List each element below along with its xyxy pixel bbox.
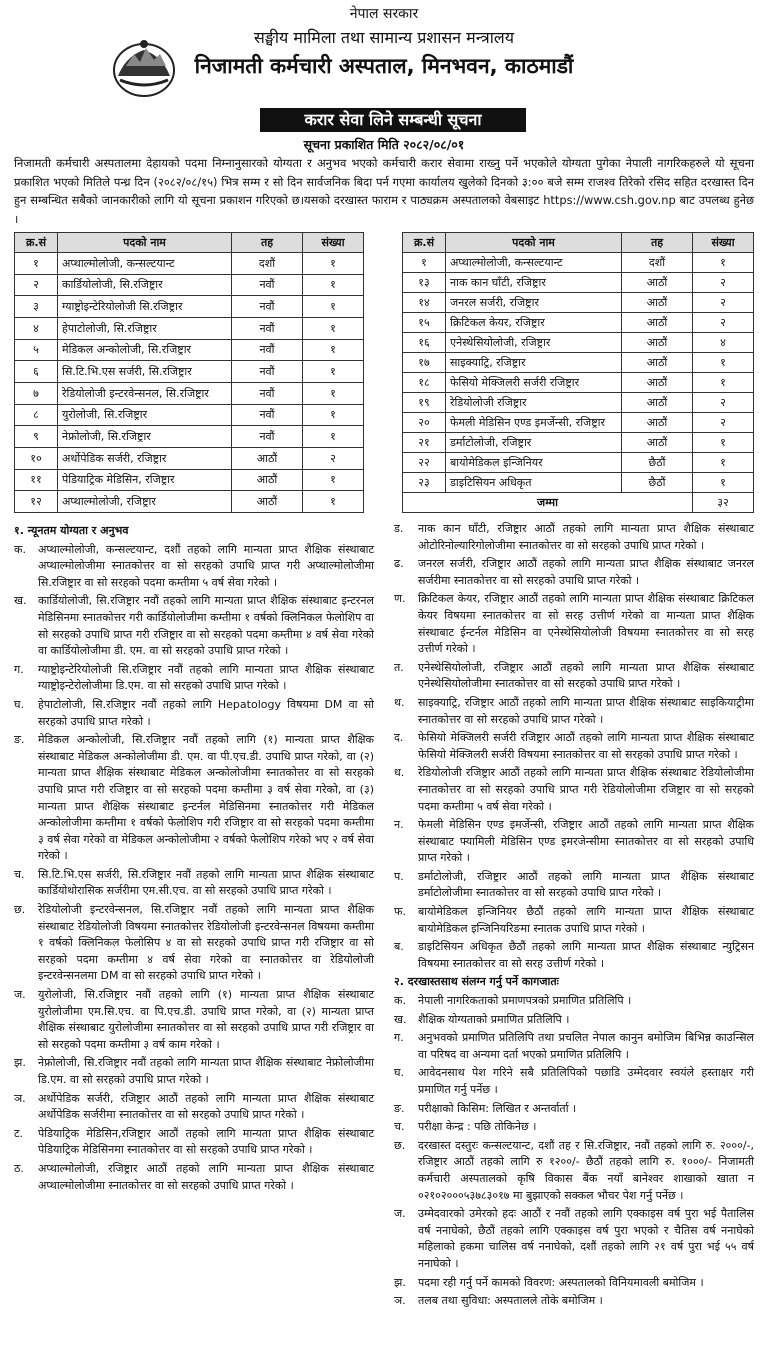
cell-sn: १७: [403, 353, 446, 373]
cell-level: आठौं: [622, 313, 693, 333]
table-row: [15, 274, 364, 296]
cell-sn: ६: [15, 361, 58, 383]
item-text: रेडियोलोजी रजिष्ट्रार आठौं तहको लागि मान्यता प्राप्त शैक्षिक संस्थाबाट रेडियोलोजीमा स्नातकोत्तर वा सो सरहको उपाधि प्राप्त गरी रेडियोलोजीमा रजिष्ट्रार वा सो सरहको पदमा कम्तीमा ५ वर्ष सेवा गरेको ।: [418, 766, 754, 813]
total-row: [403, 493, 754, 513]
cell-level: नवौं: [232, 382, 303, 404]
cell-level: आठौं: [622, 413, 693, 433]
cell-level: आठौं: [622, 393, 693, 413]
item-label: ग.: [14, 662, 24, 676]
notice-title: करार सेवा लिने सम्बन्धी सूचना: [260, 108, 526, 132]
cell-level: आठौं: [232, 447, 303, 469]
list-item: [394, 993, 754, 1010]
cell-sn: १२: [15, 491, 58, 513]
cell-post: रेडियोलोजी रजिष्ट्रार: [446, 393, 622, 413]
cell-sn: १४: [403, 293, 446, 313]
publication-date: सूचना प्रकाशित मिति २०८२/०८/०१: [303, 137, 465, 152]
section1-heading: १. न्यूनतम योग्यता र अनुभव: [14, 524, 129, 537]
item-label: ञ.: [14, 1091, 26, 1105]
cell-count: १: [693, 253, 754, 273]
cell-post: पेडियाट्रिक मेडिसिन, रजिष्ट्रार: [58, 469, 232, 491]
cell-level: दशौं: [232, 253, 303, 275]
cell-sn: २३: [403, 473, 446, 493]
cell-level: नवौं: [232, 317, 303, 339]
list-item: [394, 660, 754, 693]
cell-level: छैठौं: [622, 473, 693, 493]
cell-level: नवौं: [232, 361, 303, 383]
vacancy-table-right: [402, 232, 754, 513]
cell-post: हेपाटोलोजी, सि.रजिष्ट्रार: [58, 317, 232, 339]
cell-count: १: [693, 433, 754, 453]
list-item: [394, 1012, 754, 1029]
cell-sn: ४: [15, 317, 58, 339]
table-row: [15, 469, 364, 491]
cell-sn: ११: [15, 469, 58, 491]
cell-count: ४: [693, 333, 754, 353]
list-item: [394, 556, 754, 589]
col-count: संख्या: [303, 233, 364, 253]
cell-post: सि.टि.भि.एस सर्जरी, सि.रजिष्ट्रार: [58, 361, 232, 383]
cell-post: डाइटिसियन अधिकृत: [446, 473, 622, 493]
table-row: [15, 253, 364, 275]
item-text: पदमा रही गर्नु पर्ने कामको विवरण: अस्पतालको विनियमावली बमोजिम ।: [418, 1275, 704, 1289]
cell-post: कार्डियोलोजी, सि.रजिष्ट्रार: [58, 274, 232, 296]
cell-post: जनरल सर्जरी, रजिष्ट्रार: [446, 293, 622, 313]
item-label: ञ.: [394, 1294, 406, 1308]
table-row: [403, 253, 754, 273]
cell-sn: २०: [403, 413, 446, 433]
item-label: ङ.: [14, 733, 25, 747]
cell-post: नेफ्रोलोजी, सि.रजिष्ट्रार: [58, 426, 232, 448]
cell-level: नवौं: [232, 339, 303, 361]
list-item: [14, 662, 374, 695]
section2-heading: २. दरखास्तसाथ संलग्न गर्नु पर्ने कागजातः: [394, 975, 559, 989]
cell-post: अप्थाल्मोलोजी, कन्सल्टयान्ट: [58, 253, 232, 275]
item-label: प.: [394, 869, 404, 883]
table-row: [403, 413, 754, 433]
cell-post: अप्थाल्मोलोजी, रजिष्ट्रार: [58, 491, 232, 513]
total-label: जम्मा: [403, 493, 693, 513]
item-label: झ.: [394, 1275, 406, 1289]
cell-post: नाक कान घाँटी, रजिष्ट्रार: [446, 273, 622, 293]
item-text: एनेस्थेसियोलोजी, रजिष्ट्रार आठौं तहको लागि मान्यता प्राप्त शैक्षिक संस्थाबाट एनेस्थेसियोलोजीमा स्नातकोत्तर वा सो सरहको उपाधि प्राप्त गरेको ।: [418, 660, 754, 691]
item-label: घ.: [394, 1066, 404, 1080]
cell-level: नवौं: [232, 426, 303, 448]
cell-sn: १: [403, 253, 446, 273]
cell-sn: ९: [15, 426, 58, 448]
list-item: [394, 904, 754, 937]
cell-sn: ३: [15, 296, 58, 318]
cell-sn: १६: [403, 333, 446, 353]
item-text: आवेदनसाथ पेश गरिने सबै प्रतिलिपिको पछाडि उम्मेदवार स्वयंले हस्ताक्षर गरी प्रमाणित गर्नु पर्नेछ ।: [418, 1066, 754, 1096]
table-row: [403, 433, 754, 453]
cell-sn: ८: [15, 404, 58, 426]
table-row: [15, 361, 364, 383]
list-item: [394, 521, 754, 554]
cell-count: २: [693, 293, 754, 313]
table-row: [403, 473, 754, 493]
cell-count: २: [693, 273, 754, 293]
cell-sn: १९: [403, 393, 446, 413]
item-label: ड.: [394, 522, 404, 535]
table-header-row: [403, 233, 754, 253]
item-label: ध.: [394, 766, 405, 780]
cell-sn: ७: [15, 382, 58, 404]
cell-sn: ५: [15, 339, 58, 361]
list-item: [394, 765, 754, 815]
cell-count: १: [303, 253, 364, 275]
item-text: फेमली मेडिसिन एण्ड इमर्जेन्सी, रजिष्ट्रार आठौं तहको लागि मान्यता प्राप्त शैक्षिक संस्थाबाट फ्यामिली मेडिसिन एण्ड इमरजेन्सीमा स्नातकोत्तर वा सो सरहको उपाधि प्राप्त गरेको ।: [418, 818, 754, 865]
item-text: साइक्याट्रि, रजिष्ट्रार आठौं तहको लागि मान्यता प्राप्त शैक्षिक संस्थाबाट साइकियाट्रीमा स्नातकोत्तर वा सो सरहको उपाधि प्राप्त गरेको ।: [418, 695, 754, 726]
cell-sn: १०: [15, 447, 58, 469]
notice-header: [14, 0, 754, 152]
cell-count: १: [693, 373, 754, 393]
item-label: ब.: [394, 940, 404, 954]
cell-level: आठौं: [232, 469, 303, 491]
table-row: [403, 293, 754, 313]
table-row: [15, 296, 364, 318]
item-label: न.: [394, 818, 404, 832]
cell-count: १: [303, 491, 364, 513]
cell-count: २: [303, 447, 364, 469]
cell-sn: २२: [403, 453, 446, 473]
cell-level: आठौं: [622, 433, 693, 453]
item-text: अप्थाल्मोलोजी, कन्सल्टयान्ट, दशौं तहको लागि मान्यता प्राप्त शैक्षिक संस्थाबाट अप्थाल्मोलोजीमा स्नातकोत्तर वा सो सरहको उपाधि प्राप्त गरी अप्थाल्मोलोजीमा सि.रजिष्ट्रार वा सो सरहको पदमा कम्तीमा ५ वर्ष सेवा गरेको ।: [38, 542, 374, 589]
cell-sn: २१: [403, 433, 446, 453]
vacancy-tables: [14, 232, 754, 513]
hospital-name: निजामती कर्मचारी अस्पताल, मिनभवन, काठमाडौं: [194, 54, 574, 78]
cell-level: आठौं: [232, 491, 303, 513]
cell-count: १: [303, 382, 364, 404]
cell-count: २: [693, 313, 754, 333]
list-item: [394, 1101, 754, 1118]
item-label: ख.: [394, 1012, 407, 1026]
cell-post: रेडियोलोजी इन्टरवेन्सनल, सि.रजिष्ट्रार: [58, 382, 232, 404]
item-text: अर्थोपेडिक सर्जरी, रजिष्ट्रार आठौं तहको लागि मान्यता प्राप्त शैक्षिक संस्थाबाट अर्थोपेडिक सर्जरीमा स्नातकोत्तर वा सो सरहको उपाधि प्राप्त गरेको ।: [38, 1091, 374, 1122]
col-level: तह: [622, 233, 693, 253]
item-label: घ.: [14, 697, 24, 711]
cell-count: २: [693, 393, 754, 413]
item-label: द.: [394, 731, 404, 745]
table-body-right: [403, 253, 754, 493]
item-label: छ.: [14, 903, 26, 917]
list-item: [394, 1275, 754, 1292]
right-column: [394, 521, 754, 1312]
item-label: ख.: [14, 594, 27, 608]
list-item: [394, 730, 754, 763]
cell-post: साइक्याट्रि, रजिष्ट्रार: [446, 353, 622, 373]
cell-count: १: [693, 453, 754, 473]
cell-count: १: [303, 339, 364, 361]
item-label: ट.: [14, 1126, 24, 1140]
item-text: रेडियोलोजी इन्टरवेन्सनल, सि.रजिष्ट्रार नवौं तहको लागि मान्यता प्राप्त शैक्षिक संस्थाबाट रेडियोलोजी विषयमा स्नातकोत्तर रेडियोलोजी इन्टरवेन्सनल विषयमा कम्तीमा १ वर्षको क्लिनिकल फेलोसिप ४ वा सो सरहको उपाधि प्राप्त गरी रजिष्ट्रार वा सो सरहको पदमा कम्तीमा ४ वर्ष सेवा गरेको वा स्नातकोत्तर वा रेडियोलोजी इन्टरवेन्सनलमा DM वा सो सरहको उपाधि प्राप्त गरेको ।: [38, 903, 374, 983]
item-text: मेडिकल अन्कोलोजी, सि.रजिष्ट्रार नवौं तहको लागि (१) मान्यता प्राप्त शैक्षिक संस्थाबाट मेडिकल अन्कोलोजीमा डी. एम. वा पी.एच.डी. उपाधि प्राप्त गरेको, वा (२) मान्यता प्राप्त शैक्षिक संस्थाबाट मेडिकल अन्कोलोजीमा स्नातकोत्तर वा सो सरहको उपाधि प्राप्त गरी रजिष्ट्रार वा सो सरहको पदमा कम्तीमा ३ वर्ष सेवा गरेको, वा (३) मान्यता प्राप्त शैक्षिक संस्थाबाट इन्टर्नल मेडिसिनमा स्नातकोत्तर गरी मेडिकल अन्कोलोजीमा कम्तीमा १ वर्षको फेलोशिप गरी रजिष्ट्रार वा सो सरहको पदमा कम्तीमा ३ वर्ष सेवा गरेको वा मेडिकल अन्कोलोजीमा २ वर्षको फेलोशिप गरेको भए २ वर्ष सेवा गरेको ।: [38, 733, 374, 863]
item-label: च.: [14, 867, 25, 881]
list-item: [14, 1055, 374, 1088]
list-item: [394, 817, 754, 867]
cell-level: दशौं: [622, 253, 693, 273]
vacancy-table-left: [14, 232, 364, 513]
item-text: क्रिटिकल केयर, रजिष्ट्रार आठौं तहको लागि मान्यता प्राप्त शैक्षिक संस्थाबाट क्रिटिकल केयर विषयमा स्नातकोत्तर वा सो सरह उत्तीर्ण गरेको वा मान्यता प्राप्त शैक्षिक संस्थाबाट ईन्टर्नल मेडिसिन वा एनेस्थेसियोलोजी विषयमा स्नातकोत्तर वा सो सरह उत्तीर्ण गरेको ।: [418, 592, 754, 656]
table-header-row: [15, 233, 364, 253]
list-item: [394, 1065, 754, 1098]
list-item: [14, 697, 374, 730]
left-column: [14, 521, 374, 1312]
item-text: पेडियाट्रिक मेडिसिन,रजिष्ट्रार आठौं तहको लागि मान्यता प्राप्त शैक्षिक संस्थाबाट पेडियाट्रिक मेडिसिनमा स्नातकोत्तर वा सो सरहको उपाधि प्राप्त गरेको ।: [38, 1126, 374, 1157]
col-level: तह: [232, 233, 303, 253]
list-item: [14, 1091, 374, 1124]
cell-count: २: [693, 413, 754, 433]
item-label: ढ.: [394, 557, 404, 571]
list-item: [394, 1138, 754, 1204]
list-item: [394, 1119, 754, 1136]
list-item: [394, 869, 754, 902]
section1-left-items: [14, 542, 374, 1195]
col-post: पदको नाम: [58, 233, 232, 253]
government-name: नेपाल सरकार: [349, 6, 419, 22]
list-item: [14, 1161, 374, 1194]
item-text: परीक्षाको किसिम: लिखित र अन्तर्वार्ता ।: [418, 1101, 577, 1115]
cell-level: आठौं: [622, 333, 693, 353]
list-item: [14, 1126, 374, 1159]
table-row: [15, 426, 364, 448]
cell-count: १: [303, 404, 364, 426]
col-sn: क्र.सं: [403, 233, 446, 253]
table-row: [403, 393, 754, 413]
cell-post: ग्याष्ट्रोइन्टेरियोलोजी सि.रजिष्ट्रार: [58, 296, 232, 318]
item-text: डर्माटोलोजी, रजिष्ट्रार आठौं तहको लागि मान्यता प्राप्त शैक्षिक संस्थाबाट डर्माटोलोजीमा स्नातकोत्तर वा सो सरहको उपाधि प्राप्त गरेको ।: [418, 869, 754, 900]
item-text: दरखास्त दस्तुरः कन्सल्टयान्ट, दशौं तह र सि.रजिष्ट्रार, नवौं तहको लागि रु. २०००/-, रजिष्ट्रार आठौं तहको लागि रु १२००/- छैठौं तहको लागि रु. १०००/- निजामती कर्मचारी अस्पतालको कृषि विकास बैंक नयाँ बानेश्वर शाखाको खाता न ०२१०२०००५३७८३०१७ मा बुझाएको सक्कल भौचर पेश गर्नु पर्नेछ ।: [418, 1138, 754, 1202]
item-text: युरोलोजी, सि.रजिष्ट्रार नवौं तहको लागि (१) मान्यता प्राप्त शैक्षिक संस्थाबाट युरोलोजीमा एम.सि.एच. वा पि.एच.डी. उपाधि प्राप्त गरेको, वा (२) मान्यता प्राप्त शैक्षिक संस्थाबाट युरोलोजीमा स्नातकोत्तर वा सो सरहको उपाधि प्राप्त गरी रजिष्ट्रार वा सो सरहको पदमा कम्तीमा ३ वर्ष काम गरेको ।: [38, 988, 374, 1051]
list-item: [14, 542, 374, 592]
cell-level: नवौं: [232, 296, 303, 318]
section1-right-items: [394, 521, 754, 972]
item-text: फेसियो मेक्जिलरी सर्जरी रजिष्ट्रार आठौं तहको लागि मान्यता प्राप्त शैक्षिक संस्थाबाट फेसियो मेक्जिलरी सर्जरी विषयमा स्नातकोत्तर वा सो सरहको उपाधि प्राप्त गरेको ।: [418, 731, 754, 761]
table-row: [403, 353, 754, 373]
cell-count: १: [303, 426, 364, 448]
item-label: ण.: [394, 592, 406, 606]
cell-post: डर्माटोलोजी, रजिष्ट्रार: [446, 433, 622, 453]
list-item: [14, 867, 374, 900]
list-item: [394, 939, 754, 972]
cell-count: १: [693, 473, 754, 493]
item-text: ग्याष्ट्रोइन्टेरियोलोजी सि.रजिष्ट्रार नवौं तहको लागि मान्यता प्राप्त शैक्षिक संस्थाबाट ग्याष्ट्रोइन्टेरोलोजीमा डि.एम. वा सो सरहको उपाधि प्राप्त गरेको ।: [38, 662, 374, 693]
cell-sn: १: [15, 253, 58, 275]
details-columns: [14, 521, 754, 1312]
cell-count: १: [303, 274, 364, 296]
cell-sn: १३: [403, 273, 446, 293]
cell-count: १: [303, 361, 364, 383]
col-post: पदको नाम: [446, 233, 622, 253]
table-row: [403, 273, 754, 293]
cell-post: एनेस्थेसियोलोजी, रजिष्ट्रार: [446, 333, 622, 353]
table-row: [15, 317, 364, 339]
cell-level: आठौं: [622, 373, 693, 393]
col-sn: क्र.सं: [15, 233, 58, 253]
cell-post: क्रिटिकल केयर, रजिष्ट्रार: [446, 313, 622, 333]
cell-count: १: [693, 353, 754, 373]
table-row: [403, 453, 754, 473]
item-label: ठ.: [14, 1161, 24, 1175]
list-item: [394, 591, 754, 657]
cell-post: युरोलोजी, सि.रजिष्ट्रार: [58, 404, 232, 426]
item-text: सि.टि.भि.एस सर्जरी, सि.रजिष्ट्रार नवौं तहको लागि मान्यता प्राप्त शैक्षिक संस्थाबाट कार्डियोथोरासिक सर्जरीमा एम.सी.एच. वा सो सरहको उपाधि प्राप्त गरेको ।: [38, 867, 374, 898]
item-text: हेपाटोलोजी, सि.रजिष्ट्रार नवौं तहको लागि Hepatology विषयमा DM वा सो सरहको उपाधि प्राप्त गरेको ।: [38, 697, 374, 728]
item-text: अनुभवको प्रमाणित प्रतिलिपि तथा प्रचलित नेपाल कानुन बमोजिम बिभिन्न काउन्सिल वा परिषद वा अन्यमा दर्ता भएको प्रमाणित प्रतिलिपि ।: [418, 1031, 754, 1061]
table-row: [15, 447, 364, 469]
table-row: [403, 373, 754, 393]
item-label: छ.: [394, 1138, 406, 1152]
item-label: फ.: [394, 905, 406, 919]
cell-level: छैठौं: [622, 453, 693, 473]
ministry-name: सङ्घीय मामिला तथा सामान्य प्रशासन मन्त्रालय: [253, 28, 515, 47]
item-text: बायोमेडिकल इन्जिनियर छैठौं तहको लागि मान्यता प्राप्त शैक्षिक संस्थाबाट बायोमेडिकल इन्जिनियरिङमा स्नातक उपाधि प्राप्त गरेको ।: [418, 905, 754, 935]
item-label: ज.: [14, 988, 26, 1002]
total-value: ३२: [693, 493, 754, 513]
item-text: शैक्षिक योग्यताको प्रमाणित प्रतिलिपि ।: [418, 1012, 570, 1026]
item-text: परीक्षा केन्द्र : पछि तोकिनेछ ।: [418, 1120, 537, 1134]
cell-post: फेसियो मेक्जिलरी सर्जरी रजिष्ट्रार: [446, 373, 622, 393]
cell-count: १: [303, 317, 364, 339]
cell-count: १: [303, 296, 364, 318]
cell-level: आठौं: [622, 353, 693, 373]
cell-level: आठौं: [622, 293, 693, 313]
item-text: जनरल सर्जरी, रजिष्ट्रार आठौं तहको लागि मान्यता प्राप्त शैक्षिक संस्थाबाट जनरल सर्जरीमा स्नातकोत्तर वा सो सरहको उपाधि प्राप्त गरेको ।: [418, 557, 754, 587]
item-label: क.: [14, 542, 26, 556]
cell-sn: १५: [403, 313, 446, 333]
item-text: अप्थाल्मोलोजी, रजिष्ट्रार आठौं तहको लागि मान्यता प्राप्त शैक्षिक संस्थाबाट अप्थाल्मोलोजीमा स्नातकोत्तर वा सो सरहको उपाधि प्राप्त गरेको ।: [38, 1161, 374, 1192]
item-text: तलब तथा सुविधा: अस्पतालले तोके बमोजिम ।: [418, 1294, 603, 1308]
item-label: क.: [394, 994, 406, 1008]
item-label: ग.: [394, 1031, 404, 1045]
list-item: [394, 1293, 754, 1310]
table-row: [403, 333, 754, 353]
list-item: [394, 695, 754, 728]
cell-post: बायोमेडिकल इन्जिनियर: [446, 453, 622, 473]
cell-post: अप्थाल्मोलोजी, कन्सल्टयान्ट: [446, 253, 622, 273]
item-label: च.: [394, 1120, 405, 1134]
cell-post: फेमली मेडिसिन एण्ड इमर्जेन्सी, रजिष्ट्रार: [446, 413, 622, 433]
cell-post: मेडिकल अन्कोलोजी, सि.रजिष्ट्रार: [58, 339, 232, 361]
item-label: थ.: [394, 695, 405, 709]
item-label: ज.: [394, 1207, 406, 1221]
item-text: नाक कान घाँटी, रजिष्ट्रार आठौं तहको लागि मान्यता प्राप्त शैक्षिक संस्थाबाट ओटोरिनोल्यारिगोलोजीमा स्नातकोत्तर वा सो सरहको उपाधि प्राप्त गरेको ।: [418, 522, 754, 552]
table-row: [15, 382, 364, 404]
cell-level: नवौं: [232, 404, 303, 426]
item-text: डाइटिसियन अधिकृत छैठौं तहको लागि मान्यता प्राप्त शैक्षिक संस्थाबाट न्युट्रिसन विषयमा स्नातकोत्तर वा सो सरह उत्तीर्ण गरेको ।: [418, 940, 754, 970]
list-item: [394, 1030, 754, 1063]
cell-post: अर्थोपेडिक सर्जरी, रजिष्ट्रार: [58, 447, 232, 469]
list-item: [14, 902, 374, 985]
table-body-left: [15, 253, 364, 513]
cell-level: नवौं: [232, 274, 303, 296]
intro-paragraph: निजामती कर्मचारी अस्पतालमा देहायको पदमा निम्नानुसारको योग्यता र अनुभव भएको कर्मचारी करार सेवामा राख्नु पर्ने भएकोले योग्यता पुगेका नेपाली नागरिकहरुले यो सूचना प्रकाशित भएको मितिले पन्ध्र दिन (२०८२/०८/१५) भित्र सम्म र सो दिन सार्वजनिक बिदा पर्न गएमा कार्यालय खुलेको दिनको ३:०० बजे सम्म राजश्व तिरेको रसिद सहित दरखास्त दिन हुन सम्बन्धित सबैको जानकारीको लागि यो सूचना प्रकाशन गरिएको छ।यसको दरखास्त फाराम र पाठ्यक्रम अस्पतालको वेबसाइट https://www.csh.gov.np बाट उपलब्ध हुनेछ ।: [14, 156, 754, 226]
item-label: झ.: [14, 1056, 26, 1070]
list-item: [14, 987, 374, 1053]
cell-level: आठौं: [622, 273, 693, 293]
table-row: [15, 491, 364, 513]
item-text: नेपाली नागरिकताको प्रमाणपत्रको प्रमाणित प्रतिलिपि ।: [418, 994, 632, 1008]
cell-count: १: [303, 469, 364, 491]
cell-sn: १८: [403, 373, 446, 393]
cell-sn: २: [15, 274, 58, 296]
section2-items: [394, 993, 754, 1310]
table-row: [15, 339, 364, 361]
list-item: [394, 1206, 754, 1272]
item-label: ङ.: [394, 1101, 405, 1115]
col-count: संख्या: [693, 233, 754, 253]
item-label: त.: [394, 660, 404, 674]
item-text: उम्मेदवारको उमेरको हदः आठौं र नवौं तहको लागि एक्काइस वर्ष पुरा भई पैतालिस वर्ष ननाघेको, छैठौं तहको लागि एक्काइस वर्ष पुरा भएको र चैतिस वर्ष ननाघेको महिलाको हकमा चालिस वर्ष ननाघेको, दशौं तहको लागि २१ वर्ष पुरा भई ५५ वर्ष ननाघेको ।: [418, 1207, 754, 1270]
table-row: [15, 404, 364, 426]
table-row: [403, 313, 754, 333]
list-item: [14, 732, 374, 865]
item-text: नेफ्रोलोजी, सि.रजिष्ट्रार नवौं तहको लागि मान्यता प्राप्त शैक्षिक संस्थाबाट नेफ्रोलोजीमा डि.एम. वा सो सरहको उपाधि प्राप्त गरेको ।: [38, 1056, 374, 1086]
item-text: कार्डियोलोजी, सि.रजिष्ट्रार नवौं तहको लागि मान्यता प्राप्त शैक्षिक संस्थाबाट इन्टरनल मेडिसिनमा स्नातकोत्तर गरी कार्डियोलोजीमा कम्तीमा १ वर्षको क्लिनिकल फेलोशिप वा सो सरहको उपाधि प्राप्त गरी रजिष्ट्रार वा सो सरहको पदमा कम्तीमा ४ वर्ष सेवा गरेको वा कार्डियोलोजीमा डी. एम. वा सो सरहको उपाधि प्राप्त गरेको ।: [38, 594, 374, 658]
list-item: [14, 593, 374, 659]
